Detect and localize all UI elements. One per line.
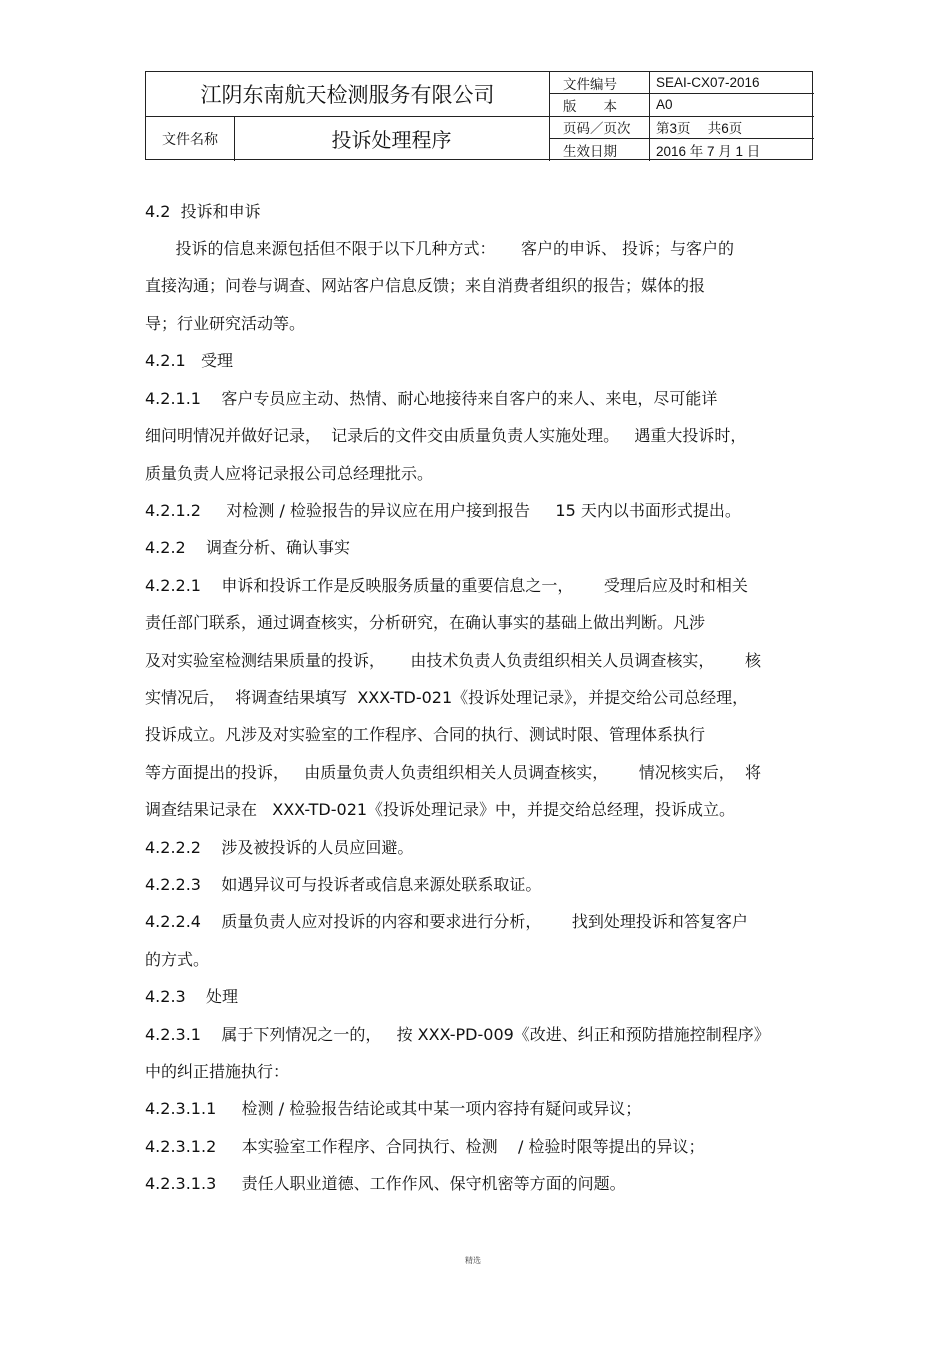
body-line: 质量负责人应将记录报公司总经理批示。 <box>145 464 434 483</box>
version-value: A0 <box>656 97 673 112</box>
body-line: 4.2.3.1.3 责任人职业道德、工作作风、保守机密等方面的问题。 <box>145 1174 626 1193</box>
body-line: 4.2.3 处理 <box>145 987 239 1006</box>
body-line: 等方面提出的投诉， 由质量负责人负责组织相关人员调查核实， 情况核实后， 将 <box>145 763 761 782</box>
body-line: 4.2.2.2 涉及被投诉的人员应回避。 <box>145 838 414 857</box>
body-line: 4.2.2.4 质量负责人应对投诉的内容和要求进行分析， 找到处理投诉和答复客户 <box>145 912 748 931</box>
effective-date-label: 生效日期 <box>563 143 617 160</box>
body-line: 及对实验室检测结果质量的投诉， 由技术负责人负责组织相关人员调查核实， 核 <box>145 651 761 670</box>
page-value: 第3页 共6页 <box>656 121 743 136</box>
body-line: 投诉成立。凡涉及对实验室的工作程序、合同的执行、测试时限、管理体系执行 <box>145 725 706 744</box>
body-line: 实情况后， 将调查结果填写 XXX-TD-021《投诉处理记录》，并提交给公司总经理， <box>145 688 749 707</box>
body-line: 导；行业研究活动等。 <box>145 314 306 333</box>
body-line: 4.2.3.1.1 检测 / 检验报告结论或其中某一项内容持有疑问或异议； <box>145 1099 642 1118</box>
version-label: 版 本 <box>563 98 617 115</box>
body-line: 直接沟通；问卷与调查、网站客户信息反馈；来自消费者组织的报告；媒体的报 <box>145 276 706 295</box>
body-line: 投诉的信息来源包括但不限于以下几种方式： 客户的申诉、 投诉；与客户的 <box>145 239 735 258</box>
effective-date-value: 2016 年 7 月 1 日 <box>656 143 761 159</box>
body-line: 4.2.1.1 客户专员应主动、热情、耐心地接待来自客户的来人、来电，尽可能详 <box>145 389 718 408</box>
header-divider <box>549 72 550 161</box>
body-line: 4.2.1.2 对检测 / 检验报告的异议应在用户接到报告 15 天内以书面形式提出。 <box>145 501 741 520</box>
body-line: 中的纠正措施执行： <box>145 1062 290 1081</box>
body-line: 调查结果记录在 XXX-TD-021《投诉处理记录》中，并提交给总经理，投诉成立。 <box>145 800 736 819</box>
company-name: 江阴东南航天检测服务有限公司 <box>200 83 495 107</box>
document-header-table <box>145 71 813 160</box>
doc-number-value: SEAI-CX07-2016 <box>656 75 760 90</box>
body-line: 责任部门联系，通过调查核实，分析研究，在确认事实的基础上做出判断。凡涉 <box>145 613 706 632</box>
body-line: 4.2 投诉和申诉 <box>145 202 261 221</box>
page-footer: 精选 <box>465 1256 481 1265</box>
body-line: 4.2.2.1 申诉和投诉工作是反映服务质量的重要信息之一， 受理后应及时和相关 <box>145 576 748 595</box>
doc-number-label: 文件编号 <box>563 76 617 93</box>
body-line: 4.2.3.1.2 本实验室工作程序、合同执行、检测 / 检验时限等提出的异议； <box>145 1137 705 1156</box>
body-line: 细问明情况并做好记录， 记录后的文件交由质量负责人实施处理。 遇重大投诉时， <box>145 426 747 445</box>
header-divider <box>649 72 650 161</box>
body-line: 的方式。 <box>145 950 210 969</box>
doc-name-label: 文件名称 <box>162 131 218 148</box>
body-line: 4.2.1 受理 <box>145 351 233 370</box>
doc-name: 投诉处理程序 <box>331 128 452 152</box>
body-line: 4.2.3.1 属于下列情况之一的， 按 XXX-PD-009《改进、纠正和预防措施控制程序》 <box>145 1025 770 1044</box>
body-line: 4.2.2.3 如遇异议可与投诉者或信息来源处联系取证。 <box>145 875 542 894</box>
page-label: 页码／页次 <box>563 121 631 137</box>
body-line: 4.2.2 调查分析、确认事实 <box>145 538 351 557</box>
